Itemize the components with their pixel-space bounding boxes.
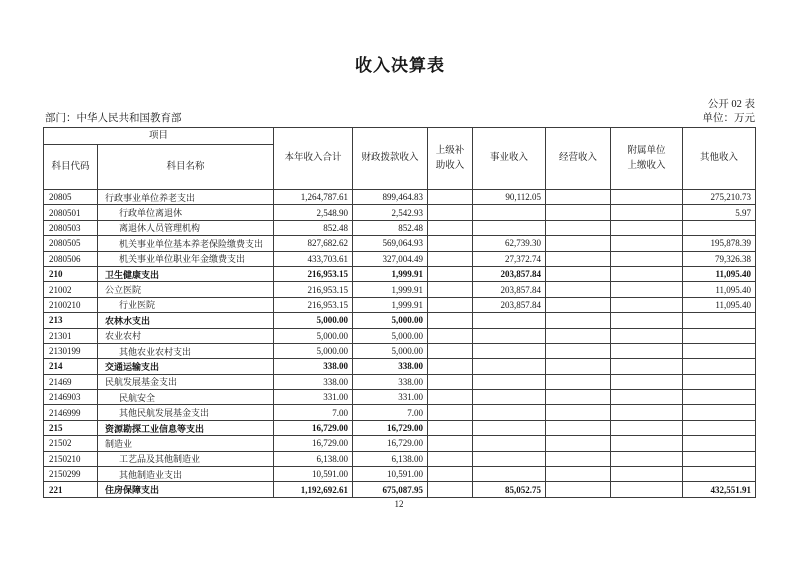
subject-code-cell: 210 [44,266,98,281]
amount-cell: 331.00 [274,390,353,405]
amount-cell [428,467,473,482]
subject-code-cell: 2146999 [44,405,98,420]
amount-cell [611,420,683,435]
amount-cell [683,328,756,343]
amount-cell: 433,703.61 [274,251,353,266]
amount-cell: 827,682.62 [274,236,353,251]
header-fiscal-appropriation-income: 财政拨款收入 [353,128,428,190]
subject-code-cell: 215 [44,420,98,435]
table-row [44,313,756,328]
amount-cell: 1,999.91 [353,297,428,312]
amount-cell [611,190,683,205]
amount-cell: 11,095.40 [683,282,756,297]
table-row [44,251,756,266]
amount-cell [546,266,611,281]
table-code-label: 公开 02 表 [707,99,755,110]
amount-cell [683,313,756,328]
subject-name-cell: 其他民航发展基金支出 [98,405,274,420]
subject-code-cell: 21002 [44,282,98,297]
amount-cell [683,374,756,389]
table-row [44,220,756,235]
table-row [44,467,756,482]
header-operational-income: 事业收入 [473,128,546,190]
header-affiliated-unit-remittance-income: 附属单位上缴收入 [611,128,683,190]
amount-cell: 338.00 [274,359,353,374]
header-subject-code: 科目代码 [44,145,98,190]
table-row [44,236,756,251]
amount-cell [611,205,683,220]
subject-code-cell: 2150299 [44,467,98,482]
subject-name-cell: 住房保障支出 [98,482,274,497]
subject-name-cell: 民航安全 [98,390,274,405]
amount-cell [428,374,473,389]
amount-cell [611,220,683,235]
amount-cell [546,236,611,251]
amount-cell [546,390,611,405]
amount-cell: 675,087.95 [353,482,428,497]
amount-cell [611,251,683,266]
subject-name-cell: 农业农村 [98,328,274,343]
amount-cell: 203,857.84 [473,282,546,297]
amount-cell [428,420,473,435]
amount-cell [611,482,683,497]
table-row [44,405,756,420]
subject-code-cell: 2100210 [44,297,98,312]
amount-cell [611,451,683,466]
amount-cell [611,236,683,251]
amount-cell: 7.00 [353,405,428,420]
amount-cell [473,205,546,220]
amount-cell [683,467,756,482]
amount-cell: 216,953.15 [274,266,353,281]
amount-cell [473,467,546,482]
amount-cell [546,251,611,266]
amount-cell [611,405,683,420]
subject-name-cell: 民航发展基金支出 [98,374,274,389]
page-title: 收入决算表 [355,56,445,75]
amount-cell: 432,551.91 [683,482,756,497]
amount-cell [473,313,546,328]
amount-cell: 852.48 [353,220,428,235]
amount-cell [683,420,756,435]
amount-cell [683,220,756,235]
amount-cell [546,282,611,297]
amount-cell: 569,064.93 [353,236,428,251]
table-row [44,374,756,389]
amount-cell [611,467,683,482]
amount-cell [546,328,611,343]
amount-cell: 216,953.15 [274,297,353,312]
amount-cell [546,405,611,420]
amount-cell [611,282,683,297]
amount-cell [428,451,473,466]
subject-name-cell: 离退休人员管理机构 [98,220,274,235]
amount-cell: 2,542.93 [353,205,428,220]
amount-cell [546,343,611,358]
amount-cell [683,390,756,405]
amount-cell [428,405,473,420]
subject-name-cell: 公立医院 [98,282,274,297]
subject-code-cell: 2080506 [44,251,98,266]
subject-code-cell: 213 [44,313,98,328]
amount-cell: 203,857.84 [473,297,546,312]
amount-cell [473,451,546,466]
subject-name-cell: 机关事业单位基本养老保险缴费支出 [98,236,274,251]
table-row [44,390,756,405]
table-row [44,436,756,451]
table-row [44,205,756,220]
amount-cell [473,374,546,389]
amount-cell [428,251,473,266]
amount-cell: 10,591.00 [353,467,428,482]
table-row [44,482,756,497]
subject-code-cell: 21502 [44,436,98,451]
subject-code-cell: 21469 [44,374,98,389]
revenue-final-accounts-table [43,127,756,498]
amount-cell [611,374,683,389]
amount-cell [546,297,611,312]
subject-code-cell: 2150210 [44,451,98,466]
amount-cell: 5,000.00 [274,313,353,328]
amount-cell: 16,729.00 [274,420,353,435]
subject-name-cell: 机关事业单位职业年金缴费支出 [98,251,274,266]
amount-cell [611,313,683,328]
table-row [44,343,756,358]
amount-cell [611,359,683,374]
amount-cell [473,220,546,235]
table-row [44,297,756,312]
amount-cell: 11,095.40 [683,266,756,281]
subject-name-cell: 行政单位离退休 [98,205,274,220]
amount-cell [428,205,473,220]
amount-cell: 195,878.39 [683,236,756,251]
amount-cell [611,343,683,358]
amount-cell [546,482,611,497]
subject-name-cell: 工艺品及其他制造业 [98,451,274,466]
table-header [44,128,756,190]
subject-name-cell: 农林水支出 [98,313,274,328]
amount-cell [428,390,473,405]
amount-cell [683,343,756,358]
amount-cell: 62,739.30 [473,236,546,251]
amount-cell [473,359,546,374]
amount-cell [428,482,473,497]
amount-cell [428,359,473,374]
subject-name-cell: 其他农业农村支出 [98,343,274,358]
header-business-income: 经营收入 [546,128,611,190]
subject-code-cell: 2080505 [44,236,98,251]
subject-name-cell: 行政事业单位养老支出 [98,190,274,205]
table-meta-row [45,110,755,125]
amount-cell [683,436,756,451]
amount-cell [428,266,473,281]
header-superior-subsidy-income: 上级补助收入 [428,128,473,190]
amount-cell [611,297,683,312]
amount-cell [683,359,756,374]
amount-cell [428,190,473,205]
amount-cell: 16,729.00 [353,420,428,435]
amount-cell: 1,264,787.61 [274,190,353,205]
amount-cell [428,282,473,297]
amount-cell: 852.48 [274,220,353,235]
amount-cell: 6,138.00 [353,451,428,466]
amount-cell [546,190,611,205]
department-label: 部门：中华人民共和国教育部 [45,113,182,124]
subject-name-cell: 行业医院 [98,297,274,312]
amount-cell [611,328,683,343]
amount-cell: 327,004.49 [353,251,428,266]
amount-cell [428,328,473,343]
amount-cell: 203,857.84 [473,266,546,281]
amount-cell [428,436,473,451]
amount-cell [546,420,611,435]
amount-cell [428,343,473,358]
amount-cell [473,405,546,420]
amount-cell: 216,953.15 [274,282,353,297]
amount-cell: 338.00 [353,359,428,374]
amount-cell [546,467,611,482]
amount-cell: 85,052.75 [473,482,546,497]
amount-cell: 6,138.00 [274,451,353,466]
amount-cell [473,390,546,405]
table-body [44,190,756,498]
amount-cell [611,266,683,281]
header-subject-name: 科目名称 [98,145,274,190]
amount-cell [473,343,546,358]
unit-label: 单位：万元 [702,113,755,124]
amount-cell [546,220,611,235]
amount-cell: 5.97 [683,205,756,220]
subject-name-cell: 交通运输支出 [98,359,274,374]
subject-code-cell: 20805 [44,190,98,205]
amount-cell: 5,000.00 [353,313,428,328]
amount-cell: 16,729.00 [274,436,353,451]
table-row [44,328,756,343]
amount-cell: 338.00 [274,374,353,389]
amount-cell: 1,192,692.61 [274,482,353,497]
amount-cell [546,313,611,328]
amount-cell: 275,210.73 [683,190,756,205]
subject-code-cell: 21301 [44,328,98,343]
amount-cell [473,436,546,451]
page-number: 12 [394,499,404,509]
amount-cell [473,328,546,343]
amount-cell: 5,000.00 [274,328,353,343]
amount-cell: 2,548.90 [274,205,353,220]
amount-cell: 10,591.00 [274,467,353,482]
amount-cell: 27,372.74 [473,251,546,266]
subject-code-cell: 2080503 [44,220,98,235]
subject-code-cell: 214 [44,359,98,374]
table-row [44,282,756,297]
subject-code-cell: 2146903 [44,390,98,405]
amount-cell [428,313,473,328]
amount-cell: 5,000.00 [353,328,428,343]
subject-code-cell: 2080501 [44,205,98,220]
amount-cell: 5,000.00 [274,343,353,358]
amount-cell [428,297,473,312]
amount-cell [683,405,756,420]
subject-name-cell: 制造业 [98,436,274,451]
subject-name-cell: 资源勘探工业信息等支出 [98,420,274,435]
amount-cell: 79,326.38 [683,251,756,266]
amount-cell [546,436,611,451]
amount-cell: 90,112.05 [473,190,546,205]
header-project: 项目 [44,128,274,145]
table-row [44,451,756,466]
amount-cell: 338.00 [353,374,428,389]
header-other-income: 其他收入 [683,128,756,190]
amount-cell: 899,464.83 [353,190,428,205]
amount-cell [611,436,683,451]
amount-cell [428,236,473,251]
amount-cell: 7.00 [274,405,353,420]
table-row [44,266,756,281]
amount-cell [683,451,756,466]
amount-cell: 11,095.40 [683,297,756,312]
header-annual-income-total: 本年收入合计 [274,128,353,190]
amount-cell: 5,000.00 [353,343,428,358]
subject-name-cell: 其他制造业支出 [98,467,274,482]
amount-cell [546,205,611,220]
amount-cell: 331.00 [353,390,428,405]
subject-code-cell: 221 [44,482,98,497]
amount-cell: 1,999.91 [353,282,428,297]
amount-cell [546,451,611,466]
table-row [44,190,756,205]
subject-name-cell: 卫生健康支出 [98,266,274,281]
table-row [44,420,756,435]
amount-cell [473,420,546,435]
table-row [44,359,756,374]
amount-cell: 16,729.00 [353,436,428,451]
amount-cell [546,374,611,389]
amount-cell [611,390,683,405]
amount-cell [546,359,611,374]
amount-cell [428,220,473,235]
amount-cell: 1,999.91 [353,266,428,281]
subject-code-cell: 2130199 [44,343,98,358]
